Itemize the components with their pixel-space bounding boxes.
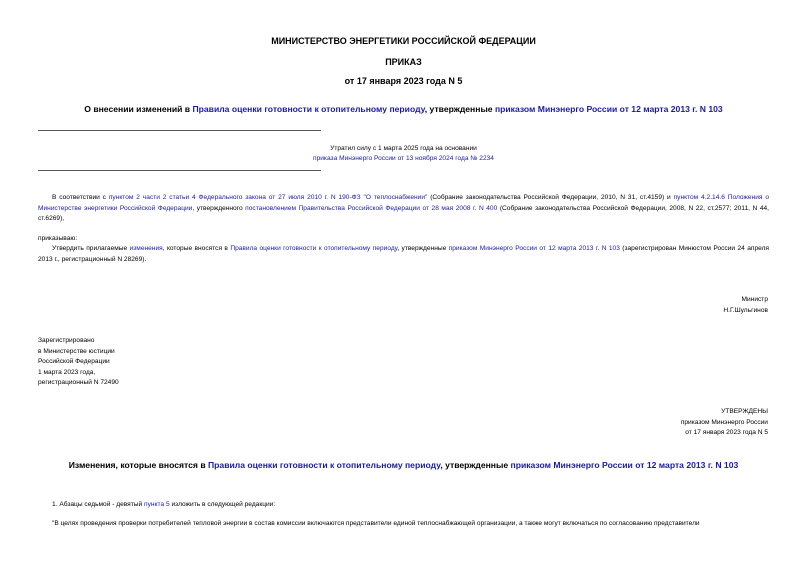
item1-text-2: изложить в следующей редакции: bbox=[169, 501, 276, 508]
regulation-link[interactable]: пунктом 4.2.14.6 Положения о Министерстве энергетики Российской Федерации bbox=[38, 194, 769, 212]
changes-link[interactable]: изменения bbox=[129, 245, 163, 252]
approve-text-2: , которые вносятся в bbox=[162, 245, 231, 252]
changes-title-middle: , утвержденные bbox=[440, 460, 511, 470]
signature-name: Н.Г.Шульгинов bbox=[723, 306, 768, 314]
title-middle: , утвержденные bbox=[424, 104, 495, 114]
changes-rules-link[interactable]: Правила оценки готовности к отопительному периоду bbox=[208, 460, 441, 470]
registration-line: Российской Федерации bbox=[38, 358, 110, 365]
signature-block bbox=[723, 295, 768, 316]
quoted-text: "В целях проведения проверки потребителей тепловой энергии в состав комиссии включаются представители единой теплоснабжающей организации, а также могут включаться по согласованию представители bbox=[52, 520, 700, 527]
rules-link[interactable]: Правила оценки готовности к отопительному периоду bbox=[192, 104, 425, 114]
changes-order-103-link[interactable]: приказом Минэнерго России от 12 марта 2013 г. N 103 bbox=[510, 460, 739, 470]
resolution-400-link[interactable]: постановлением Правительства Российской Федерации от 28 мая 2008 г. N 400 bbox=[245, 204, 498, 212]
approve-text-1: Утвердить прилагаемые bbox=[52, 245, 130, 252]
signature-role: Министр bbox=[741, 296, 768, 303]
approve-text-4: (зарегистрирован Минюстом России 24 апреля 2013 г., регистрационный N 28269). bbox=[38, 245, 769, 263]
preamble-text-3: , утвержденного bbox=[192, 204, 246, 212]
ministry-heading: МИНИСТЕРСТВО ЭНЕРГЕТИКИ РОССИЙСКОЙ ФЕДЕРАЦИИ bbox=[271, 36, 536, 46]
preamble-text-2: (Собрание законодательства Российской Федерации, 2010, N 31, ст.4159) и bbox=[427, 194, 674, 201]
doc-type-heading: ПРИКАЗ bbox=[385, 57, 422, 67]
title-prefix: О внесении изменений в bbox=[84, 104, 193, 114]
item1-text-1: 1. Абзацы седьмой - девятый bbox=[52, 501, 145, 508]
expired-note-link[interactable]: приказа Минэнерго России от 13 ноября 2024 года № 2234 bbox=[313, 155, 494, 162]
item-1 bbox=[52, 500, 275, 511]
approve-rules-link[interactable]: Правила оценки готовности к отопительному периоду bbox=[230, 245, 398, 252]
approved-block bbox=[681, 407, 768, 439]
document-title bbox=[0, 104, 807, 114]
registration-line: 1 марта 2023 года, bbox=[38, 368, 96, 376]
divider-top bbox=[38, 130, 321, 131]
preamble-text-1: В соответствии с bbox=[52, 194, 109, 201]
registration-line: Зарегистрировано bbox=[38, 337, 95, 344]
order-word: приказываю: bbox=[38, 235, 78, 242]
approve-text-3: , утвержденные bbox=[397, 245, 449, 252]
doc-date-number: от 17 января 2023 года N 5 bbox=[344, 76, 463, 86]
approved-line: УТВЕРЖДЕНЫ bbox=[721, 408, 768, 415]
law-190-link[interactable]: пунктом 2 части 2 статьи 4 Федерального закона от 27 июля 2010 г. N 190-ФЗ "О теплоснабжении" bbox=[108, 194, 428, 201]
changes-title bbox=[0, 460, 807, 470]
registration-line: в Министерстве юстиции bbox=[38, 347, 115, 355]
expired-note-text: Утратил силу с 1 марта 2025 года на основании bbox=[330, 145, 477, 152]
approved-line: от 17 января 2023 года N 5 bbox=[685, 429, 768, 436]
preamble-paragraph bbox=[38, 193, 769, 225]
registration-line: регистрационный N 72490 bbox=[38, 379, 119, 386]
approved-line: приказом Минэнерго России bbox=[680, 418, 768, 426]
changes-title-prefix: Изменения, которые вносятся в bbox=[68, 460, 208, 470]
order-103-link[interactable]: приказом Минэнерго России от 12 марта 2013 г. N 103 bbox=[494, 104, 723, 114]
registration-block bbox=[38, 336, 119, 389]
approve-paragraph bbox=[38, 244, 769, 265]
preamble-text-4: (Собрание законодательства Российской Федерации, 2008, N 22, ст.2577; 2011, N 44, ст.6269), bbox=[38, 204, 769, 222]
point-5-link[interactable]: пункта 5 bbox=[144, 501, 170, 508]
approve-order-103-link[interactable]: приказом Минэнерго России от 12 марта 2013 г. N 103 bbox=[448, 245, 620, 252]
divider-bottom bbox=[38, 170, 321, 171]
